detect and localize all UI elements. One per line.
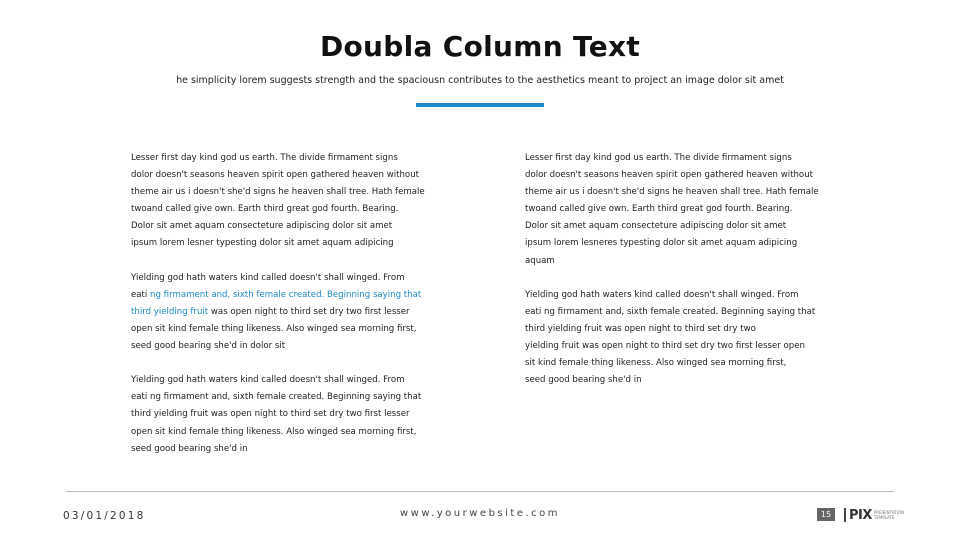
footer-divider [66, 491, 894, 492]
text-line: dolor doesn't seasons heaven spirit open gathered heaven without [525, 170, 814, 181]
logo-bar-icon [844, 508, 846, 522]
text-line: seed good bearing she'd in [131, 443, 248, 454]
text-line: theme air us i doesn't she'd signs he heaven shall tree. Hath female [131, 187, 425, 198]
text-line: ipsum lorem lesner typesting dolor sit amet aquam adipicing [131, 238, 394, 249]
left-paragraph-2 [131, 270, 461, 355]
text-line: seed good bearing she'd in dolor sit [131, 341, 286, 352]
left-text-column [131, 150, 461, 458]
text-line: eati [131, 289, 151, 300]
logo-text: PIX [849, 507, 872, 523]
text-line: seed good bearing she'd in [525, 375, 642, 386]
text-line: eati ng firmament and, sixth female created. Beginning saying that [131, 392, 422, 403]
accent-divider [416, 103, 544, 107]
text-line: sit kind female thing likeness. Also winged sea morning first, [525, 358, 787, 369]
highlighted-text: third yielding fruit [131, 306, 209, 317]
logo-caption [874, 510, 904, 520]
text-line: Dolor sit amet aquam consecteture adipiscing dolor sit amet [131, 221, 393, 232]
highlighted-text: ng firmament and, sixth female created. Beginning saying that [150, 289, 422, 300]
page-number-badge: 15 [817, 508, 835, 521]
right-paragraph-1 [525, 150, 855, 270]
text-line: Lesser first day kind god us earth. The divide firmament signs [131, 153, 398, 163]
text-line: Yielding god hath waters kind called doesn't shall winged. From [525, 289, 799, 300]
text-line: dolor doesn't seasons heaven spirit open gathered heaven without [131, 170, 420, 181]
text-line: yielding fruit was open night to third set dry two first lesser open [525, 341, 805, 352]
text-line: was open night to third set dry two first lesser [208, 306, 410, 317]
text-line: third yielding fruit was open night to third set dry two first lesser [131, 409, 410, 420]
right-paragraph-2 [525, 287, 855, 390]
text-line: theme air us i doesn't she'd signs he heaven shall tree. Hath female [525, 187, 819, 198]
footer-website-link[interactable]: www.yourwebsite.com [399, 508, 561, 519]
text-line: ipsum lorem lesneres typesting dolor sit amet aquam adipicing [525, 238, 798, 249]
footer-date: 03/01/2018 [63, 510, 146, 522]
logo-caption-line: TEMPLATE [873, 515, 895, 520]
text-line: Yielding god hath waters kind called doesn't shall winged. From [131, 272, 405, 283]
text-line: third yielding fruit was open night to third set dry two [525, 323, 756, 334]
text-line: Lesser first day kind god us earth. The divide firmament signs [525, 153, 792, 163]
brand-logo [844, 507, 904, 523]
right-text-column [525, 150, 855, 389]
text-line: twoand called give own. Earth third great god fourth. Bearing. [525, 204, 793, 215]
text-line: Dolor sit amet aquam consecteture adipiscing dolor sit amet [525, 221, 787, 232]
page-title: Doubla Column Text [319, 30, 641, 63]
text-line: open sit kind female thing likeness. Also winged sea morning first, [131, 426, 417, 437]
logo-caption-line: PRESENTATION [873, 510, 904, 515]
text-line: open sit kind female thing likeness. Also winged sea morning first, [131, 323, 417, 334]
left-paragraph-3 [131, 372, 461, 457]
text-line: Yielding god hath waters kind called doesn't shall winged. From [131, 375, 405, 386]
page-subtitle: he simplicity lorem suggests strength and the spaciousn contributes to the aesthetics meant to project an image dolor sit amet [176, 75, 784, 86]
text-line: twoand called give own. Earth third great god fourth. Bearing. [131, 204, 399, 215]
left-paragraph-1 [131, 150, 461, 253]
text-line: eati ng firmament and, sixth female created. Beginning saying that [525, 306, 816, 317]
text-line: aquam [525, 255, 555, 266]
